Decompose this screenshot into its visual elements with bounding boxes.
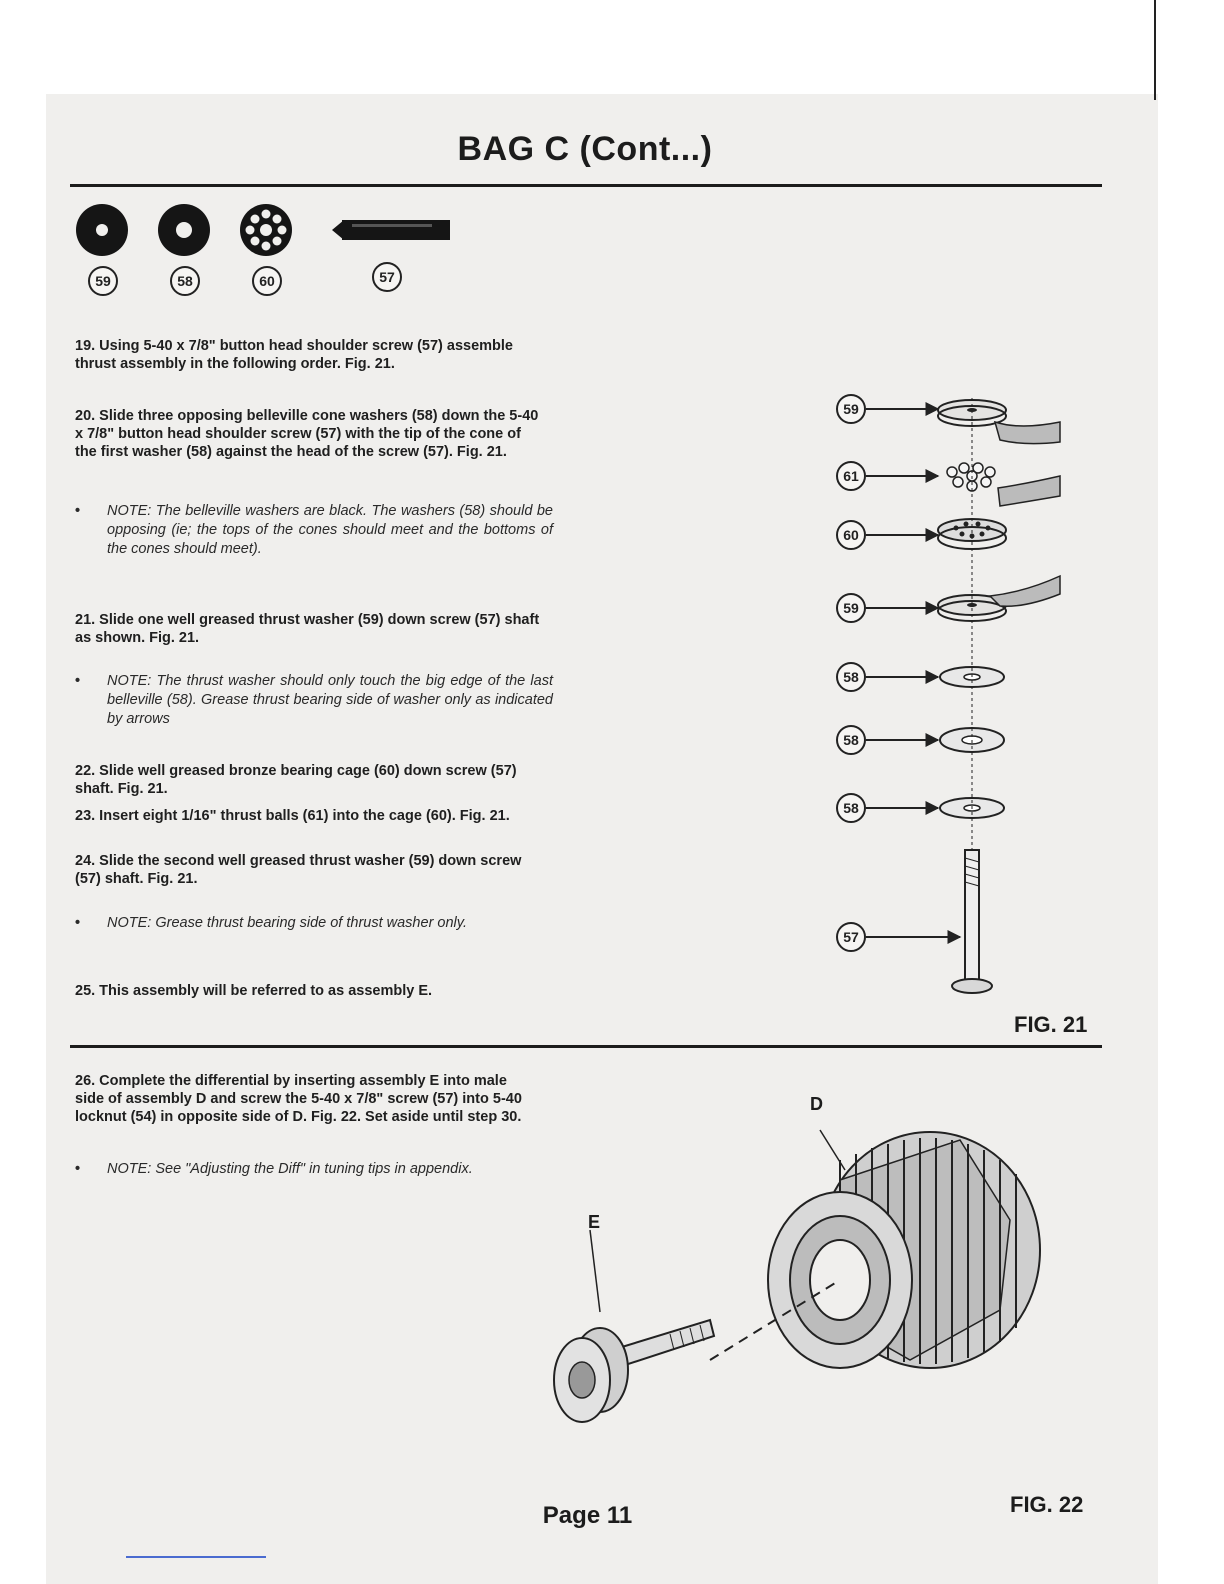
label-d: D	[810, 1094, 823, 1114]
step-20: 20. Slide three opposing belleville cone washers (58) down the 5-40 x 7/8" button head shoulder screw (57) with the tip of the cone of the first washer (58) against the head of the screw (57). Fig. 21.	[75, 408, 539, 460]
fig21-callout: 61	[836, 461, 866, 491]
title-rule	[70, 184, 1102, 187]
note-text: NOTE: See "Adjusting the Diff" in tuning tips in appendix.	[107, 1161, 473, 1177]
step-22: 22. Slide well greased bronze bearing cage (60) down screw (57) shaft. Fig. 21.	[75, 763, 517, 797]
step-25: 25. This assembly will be referred to as assembly E.	[75, 983, 433, 999]
note-20	[75, 502, 553, 559]
step-26: 26. Complete the differential by inserting assembly E into male side of assembly D and screw the 5-40 x 7/8" screw (57) into 5-40 locknut (54) in opposite side of D. Fig. 22. Set aside until step 30.	[75, 1073, 522, 1125]
note-text: NOTE: The belleville washers are black. The washers (58) should be opposing (ie; the tops of the cones should meet and the bottoms of the cones should meet).	[107, 503, 553, 557]
parts-icons	[70, 200, 450, 260]
assembly-e-drawing	[554, 1320, 714, 1422]
step-19: 19. Using 5-40 x 7/8" button head shoulder screw (57) assemble thrust assembly in the following order. Fig. 21.	[75, 338, 513, 372]
section-rule	[70, 1045, 1102, 1048]
note-26	[75, 1160, 595, 1179]
differential-gear-drawing	[768, 1132, 1040, 1368]
part-callout: 59	[88, 266, 118, 296]
fig21-callout: 58	[836, 793, 866, 823]
note-21	[75, 672, 553, 729]
step-21: 21. Slide one well greased thrust washer (59) down screw (57) shaft as shown. Fig. 21.	[75, 612, 540, 646]
note-24	[75, 914, 553, 933]
part-callout: 60	[252, 266, 282, 296]
fig21-callout: 58	[836, 662, 866, 692]
step-23: 23. Insert eight 1/16" thrust balls (61) into the cage (60). Fig. 21.	[75, 808, 510, 824]
bearing-cage-icon	[240, 204, 292, 256]
shoulder-screw-icon	[332, 220, 450, 240]
page-edge-line	[1154, 0, 1156, 100]
parts-row	[70, 200, 470, 310]
note-text: NOTE: Grease thrust bearing side of thrust washer only.	[107, 915, 467, 931]
note-text: NOTE: The thrust washer should only touch the big edge of the last belleville (58). Grease thrust bearing side of washer only as indicated by arrows	[107, 673, 553, 727]
bullet: •	[75, 1161, 81, 1177]
part-callout: 57	[372, 262, 402, 292]
bottom-edge-mark	[126, 1556, 266, 1558]
thrust-washer-icon	[76, 204, 128, 256]
fig21-callout: 59	[836, 593, 866, 623]
fig21-label: FIG. 21	[1014, 1012, 1088, 1037]
bullet: •	[75, 503, 81, 519]
bullet: •	[75, 673, 81, 689]
label-e: E	[588, 1212, 601, 1232]
part-callout: 58	[170, 266, 200, 296]
fig22-diagram	[540, 1100, 1080, 1480]
fig22-label: FIG. 22	[1010, 1492, 1084, 1517]
fig21-callout: 58	[836, 725, 866, 755]
top-margin	[0, 0, 1224, 94]
fig21-callout: 59	[836, 394, 866, 424]
bullet: •	[75, 915, 81, 931]
step-24: 24. Slide the second well greased thrust washer (59) down screw (57) shaft. Fig. 21.	[75, 853, 522, 887]
belleville-washer-icon	[158, 204, 210, 256]
fig21-callout: 60	[836, 520, 866, 550]
page-number: Page 11	[542, 1502, 633, 1529]
fig21-callout: 57	[836, 922, 866, 952]
page-title: BAG C (Cont...)	[457, 130, 713, 168]
